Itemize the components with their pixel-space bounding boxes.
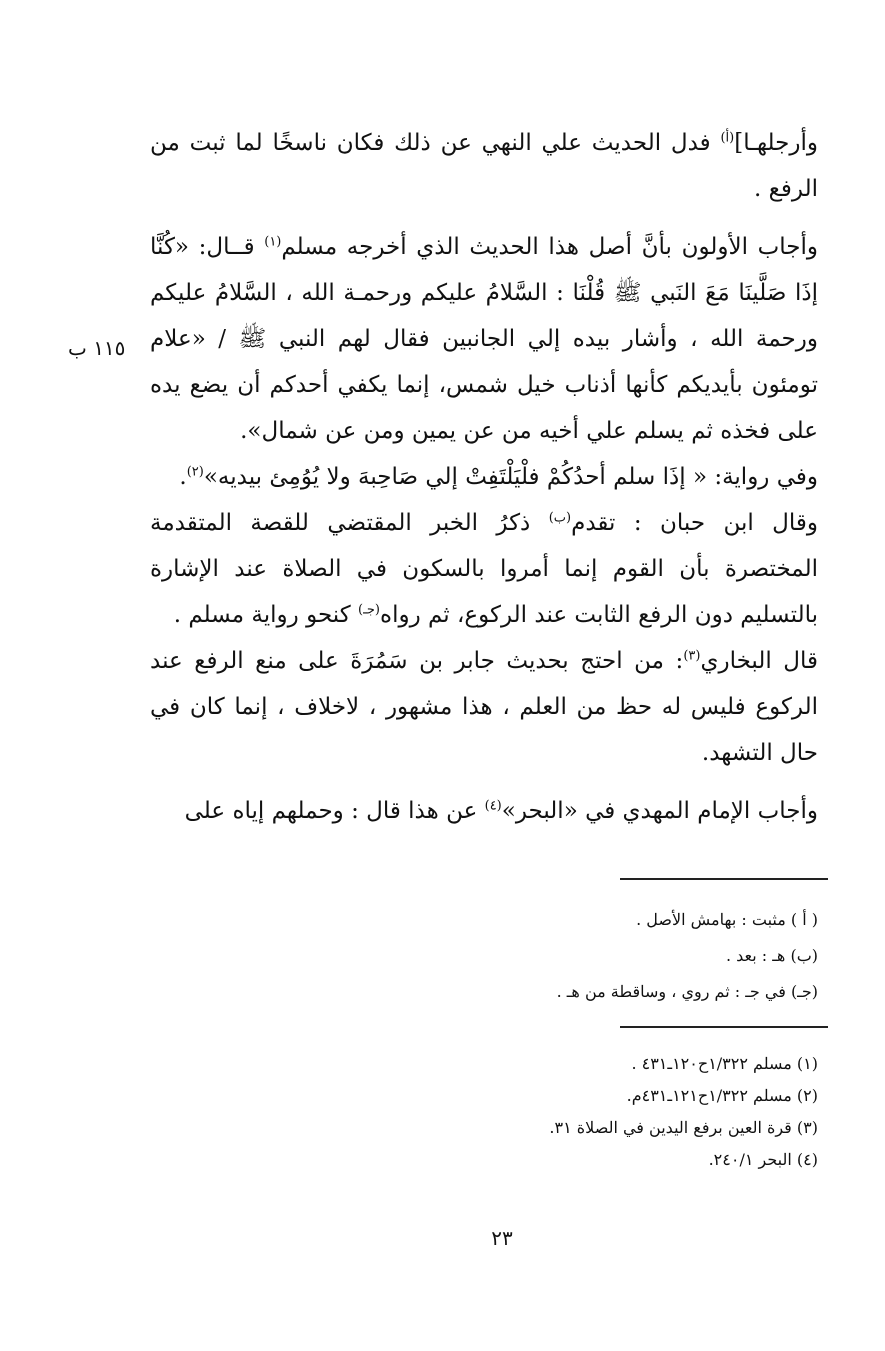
source-note: (٢) مسلم ١/٣٢٢ح١٢١ـ٤٣١م. (626, 1086, 818, 1105)
paragraph-3 (150, 454, 818, 500)
footnote-ref-jeem[interactable]: (جـ) (358, 602, 381, 618)
text-run: قــال: «كُنَّا إذَا صَلَّينَا مَعَ النَبي ﷺ قُلْنَا : السَّلامُ عليكم ورحمـة الله ، السَّلامُ عليكم ورحمة الله ، وأشار بيده إلي الجانبين فقال لهم النبي ﷺ / «علام تومئون بأيديكم كأنها أذناب خيل شمس، إنما يكفي أحدكم أن يضع يده على فخذه ثم يسلم علي أخيه من عن يمين ومن عن شمال». (150, 234, 818, 444)
footnote-ref-3[interactable]: (٣) (683, 648, 701, 664)
text-run: كنحو رواية مسلم . (173, 602, 359, 628)
footnote-ref-a[interactable]: (أ) (720, 130, 735, 146)
source-note: (١) مسلم ١/٣٢٢ح١٢٠ـ٤٣١ . (631, 1054, 818, 1073)
paragraph-5 (150, 638, 818, 776)
manuscript-folio-marker: ١١٥ ب (68, 336, 126, 360)
text-run: وأرجلهـا] (734, 130, 818, 156)
source-footnotes (300, 1048, 818, 1176)
footnote-divider-variants (620, 878, 828, 880)
paragraph-2 (150, 224, 818, 454)
source-note: (٤) البحر ٢٤٠/١. (708, 1150, 818, 1169)
text-run: وأجاب الأولون بأنَّ أصل هذا الحديث الذي أخرجه مسلم (281, 234, 819, 260)
paragraph-6 (150, 788, 818, 834)
footnote-ref-1[interactable]: (١) (264, 234, 282, 250)
footnote-ref-2[interactable]: (٢) (186, 464, 204, 480)
footnote-divider-sources (620, 1026, 828, 1028)
footnote-ref-b[interactable]: (ب) (548, 510, 572, 526)
text-run: ذكرُ الخبر المقتضي للقصة المتقدمة المختصرة بأن القوم إنما أمروا بالسكون في الصلاة عند الإشارة بالتسليم دون الرفع الثابت عند الركوع، ثم رواه (150, 510, 818, 628)
paragraph-4 (150, 500, 818, 638)
text-run: عن هذا قال : وحملهم إياه على (184, 798, 485, 824)
text-run: وأجاب الإمام المهدي في «البحر» (501, 798, 818, 824)
variant-footnotes (300, 902, 818, 1010)
text-run: وفي رواية: « إذَا سلم أحدُكُمْ فلْيَلْتَفِتْ إلي صَاحِبهَ ولا يُوُمِئ بيديه» (203, 464, 818, 490)
page-number: ٢٣ (491, 1226, 513, 1250)
text-run: . (179, 464, 187, 490)
source-note: (٣) قرة العين برفع اليدين في الصلاة ٣١. (549, 1118, 818, 1137)
main-text (150, 120, 818, 834)
text-run: : من احتج بحديث جابر بن سَمُرَةَ على منع الرفع عند الركوع فليس له حظ من العلم ، هذا مشهور ، لاخلاف ، إنما كان في حال التشهد. (150, 648, 818, 766)
paragraph-1 (150, 120, 818, 212)
variant-note: ( أ ) مثبت : بهامش الأصل . (636, 910, 818, 929)
text-run: قال البخاري (700, 648, 819, 674)
text-run: فدل الحديث علي النهي عن ذلك فكان ناسخًا لما ثبت من الرفع . (150, 130, 818, 202)
variant-note: (ب) هـ : بعد . (725, 946, 818, 965)
footnote-ref-4[interactable]: (٤) (484, 798, 502, 814)
variant-note: (جـ) في جـ : ثم روي ، وساقطة من هـ . (556, 982, 818, 1001)
text-run: وقال ابن حبان : تقدم (571, 510, 818, 536)
